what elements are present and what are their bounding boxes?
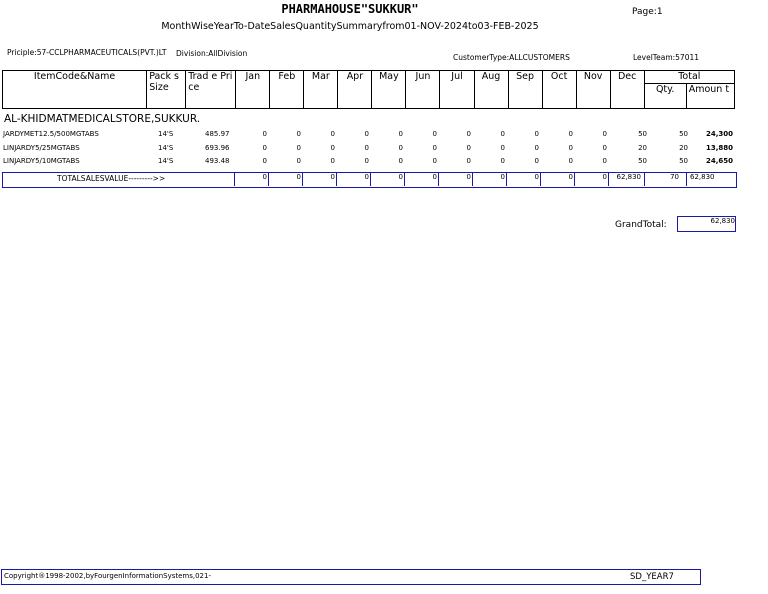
col-month: Jan bbox=[236, 71, 270, 109]
item-price: 485.97 bbox=[205, 130, 230, 138]
col-month: Aug bbox=[474, 71, 508, 109]
total-month-value: 0 bbox=[404, 173, 437, 186]
month-value: 0 bbox=[296, 130, 301, 138]
page-number: Page:1 bbox=[632, 7, 663, 17]
month-value: 0 bbox=[364, 157, 369, 165]
total-month-value: 0 bbox=[438, 173, 471, 186]
col-item: ItemCode&Name bbox=[3, 71, 147, 109]
item-name: JARDYMET12.5/500MGTABS bbox=[3, 130, 99, 138]
col-pack: Pack s Size bbox=[147, 71, 186, 109]
item-qty: 50 bbox=[679, 157, 688, 165]
footer-bar bbox=[1, 569, 701, 585]
month-value: 0 bbox=[500, 157, 505, 165]
copyright-text: Copyright®1998-2002,byFourgenInformationSystems,021- bbox=[4, 572, 211, 580]
month-value: 20 bbox=[638, 144, 647, 152]
col-month: Apr bbox=[338, 71, 372, 109]
total-month-value: 0 bbox=[540, 173, 573, 186]
month-value: 50 bbox=[638, 130, 647, 138]
grand-total-value: 62,830 bbox=[677, 216, 736, 232]
col-trade-price: Trad e Price bbox=[186, 71, 236, 109]
item-pack: 14'S bbox=[158, 157, 174, 165]
month-value: 0 bbox=[602, 130, 607, 138]
total-month-value: 0 bbox=[268, 173, 301, 186]
month-value: 0 bbox=[602, 157, 607, 165]
month-value: 0 bbox=[534, 157, 539, 165]
item-amount: 24,300 bbox=[705, 130, 733, 138]
item-amount: 13,880 bbox=[705, 144, 733, 152]
month-value: 0 bbox=[432, 130, 437, 138]
total-month-value: 0 bbox=[302, 173, 335, 186]
month-value: 0 bbox=[568, 157, 573, 165]
item-price: 493.48 bbox=[205, 157, 230, 165]
item-pack: 14'S bbox=[158, 130, 174, 138]
grand-total-label: GrandTotal: bbox=[615, 220, 667, 230]
month-value: 0 bbox=[432, 157, 437, 165]
division-label: Division:AllDivision bbox=[176, 49, 248, 58]
total-month-value: 62,830 bbox=[608, 173, 641, 186]
month-value: 0 bbox=[500, 144, 505, 152]
col-month: Feb bbox=[270, 71, 304, 109]
month-value: 0 bbox=[262, 157, 267, 165]
report-code: SD_YEAR7 bbox=[630, 572, 674, 582]
total-sales-label: TOTALSALESVALUE--------->> bbox=[57, 174, 166, 183]
col-month: Mar bbox=[304, 71, 338, 109]
col-total: Total bbox=[644, 71, 734, 84]
total-amount-value: 62,830 bbox=[686, 173, 736, 186]
month-value: 0 bbox=[262, 130, 267, 138]
total-month-value: 0 bbox=[336, 173, 369, 186]
month-value: 0 bbox=[296, 144, 301, 152]
month-value: 0 bbox=[568, 130, 573, 138]
item-qty: 50 bbox=[679, 130, 688, 138]
col-month: Oct bbox=[542, 71, 576, 109]
month-value: 0 bbox=[330, 157, 335, 165]
month-value: 50 bbox=[638, 157, 647, 165]
month-value: 0 bbox=[432, 144, 437, 152]
total-month-value: 0 bbox=[370, 173, 403, 186]
col-month: Jul bbox=[440, 71, 474, 109]
item-name: LINJARDY5/25MGTABS bbox=[3, 144, 80, 152]
col-month: Sep bbox=[508, 71, 542, 109]
month-value: 0 bbox=[534, 144, 539, 152]
month-value: 0 bbox=[534, 130, 539, 138]
month-value: 0 bbox=[398, 144, 403, 152]
col-month: Dec bbox=[610, 71, 644, 109]
month-value: 0 bbox=[364, 130, 369, 138]
store-name: AL-KHIDMATMEDICALSTORE,SUKKUR. bbox=[4, 113, 201, 125]
item-amount: 24,650 bbox=[705, 157, 733, 165]
month-value: 0 bbox=[262, 144, 267, 152]
column-header-table bbox=[2, 70, 735, 109]
col-month: May bbox=[372, 71, 406, 109]
month-value: 0 bbox=[364, 144, 369, 152]
month-value: 0 bbox=[602, 144, 607, 152]
customer-type-label: CustomerType:ALLCUSTOMERS bbox=[453, 53, 570, 62]
month-value: 0 bbox=[296, 157, 301, 165]
report-title: PHARMAHOUSE"SUKKUR" bbox=[281, 2, 419, 16]
total-month-value: 0 bbox=[234, 173, 267, 186]
total-month-value: 0 bbox=[574, 173, 607, 186]
item-pack: 14'S bbox=[158, 144, 174, 152]
level-team-label: LevelTeam:57011 bbox=[633, 53, 700, 62]
month-value: 0 bbox=[500, 130, 505, 138]
item-qty: 20 bbox=[679, 144, 688, 152]
total-month-value: 0 bbox=[472, 173, 505, 186]
month-value: 0 bbox=[330, 130, 335, 138]
total-month-value: 0 bbox=[506, 173, 539, 186]
item-price: 693.96 bbox=[205, 144, 230, 152]
month-value: 0 bbox=[466, 144, 471, 152]
month-value: 0 bbox=[466, 157, 471, 165]
item-name: LINJARDY5/10MGTABS bbox=[3, 157, 80, 165]
report-subtitle: MonthWiseYearTo-DateSalesQuantitySummaryfrom01-NOV-2024to03-FEB-2025 bbox=[161, 21, 539, 32]
total-sales-row bbox=[2, 172, 737, 188]
col-month: Jun bbox=[406, 71, 440, 109]
month-value: 0 bbox=[568, 144, 573, 152]
principle-label: Priciple:57-CCLPHARMACEUTICALS(PVT.)LT bbox=[7, 48, 167, 57]
month-value: 0 bbox=[330, 144, 335, 152]
month-value: 0 bbox=[398, 157, 403, 165]
total-qty-value: 70 bbox=[644, 173, 679, 186]
col-month: Nov bbox=[576, 71, 610, 109]
col-total-amount: Amoun t bbox=[686, 84, 734, 109]
month-value: 0 bbox=[466, 130, 471, 138]
col-total-qty: Qty. bbox=[644, 84, 686, 109]
month-value: 0 bbox=[398, 130, 403, 138]
